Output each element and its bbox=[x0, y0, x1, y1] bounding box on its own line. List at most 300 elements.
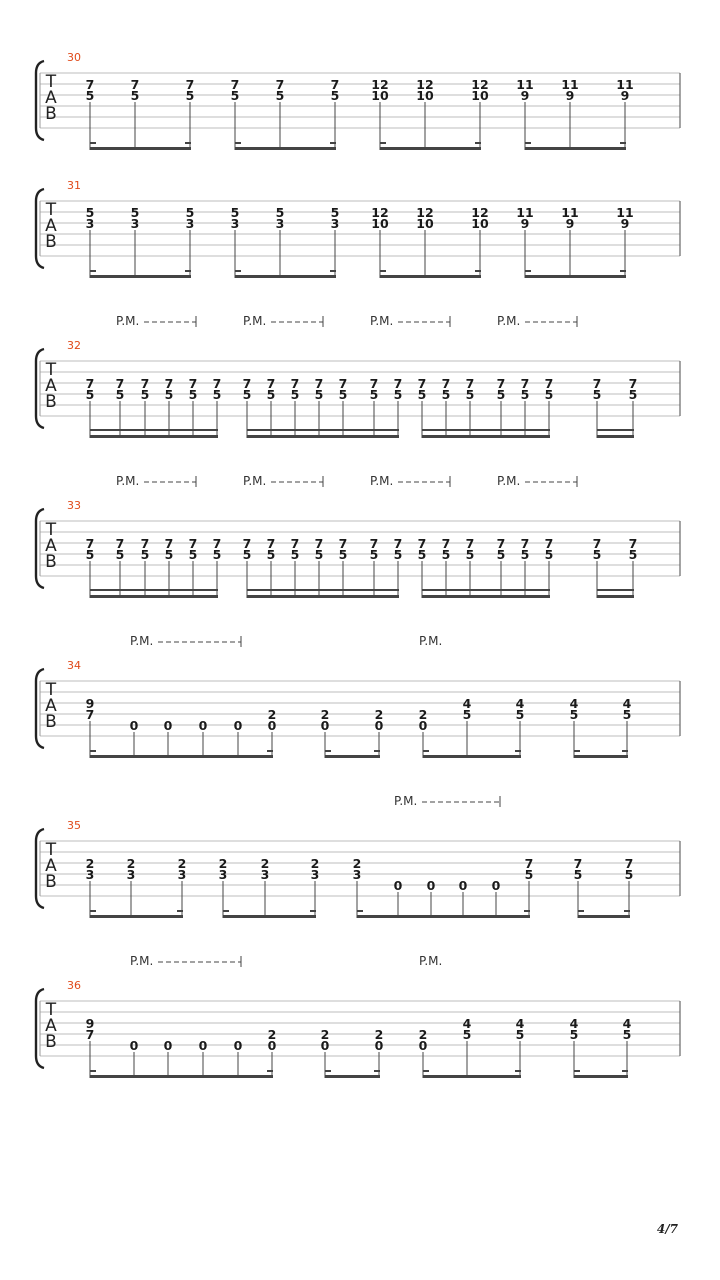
fret-number: 7 bbox=[85, 77, 95, 92]
beam-stub bbox=[267, 750, 273, 752]
fret-number: 0 bbox=[393, 878, 403, 893]
tab-clef-letter: T bbox=[45, 360, 57, 380]
beam bbox=[380, 147, 481, 150]
beam bbox=[574, 1075, 628, 1078]
fret-number: 7 bbox=[164, 376, 174, 391]
fret-number: 0 bbox=[320, 718, 330, 733]
fret-number: 7 bbox=[266, 536, 276, 551]
beam-stub bbox=[524, 910, 530, 912]
fret-number: 5 bbox=[330, 88, 340, 103]
fret-number: 9 bbox=[565, 88, 575, 103]
fret-number: 2 bbox=[352, 856, 362, 871]
fret-number: 0 bbox=[374, 1038, 384, 1053]
fret-number: 7 bbox=[624, 856, 634, 871]
fret-number: 5 bbox=[417, 387, 427, 402]
fret-number: 3 bbox=[310, 867, 320, 882]
fret-number: 7 bbox=[212, 376, 222, 391]
beam bbox=[90, 915, 183, 918]
fret-number: 10 bbox=[416, 216, 434, 231]
tab-clef-letter: A bbox=[45, 856, 57, 876]
fret-number: 5 bbox=[338, 387, 348, 402]
fret-number: 3 bbox=[130, 216, 140, 231]
fret-number: 5 bbox=[212, 547, 222, 562]
fret-number: 7 bbox=[441, 536, 451, 551]
fret-number: 3 bbox=[177, 867, 187, 882]
tab-clef-letter: B bbox=[45, 712, 57, 732]
fret-number: 0 bbox=[198, 1038, 208, 1053]
beam bbox=[223, 915, 316, 918]
beam-stub bbox=[90, 270, 96, 272]
fret-number: 12 bbox=[471, 205, 489, 220]
beam-stub bbox=[423, 1070, 429, 1072]
beam-stub bbox=[90, 910, 96, 912]
fret-number: 2 bbox=[267, 707, 277, 722]
fret-number: 5 bbox=[314, 547, 324, 562]
fret-number: 3 bbox=[126, 867, 136, 882]
fret-number: 0 bbox=[233, 1038, 243, 1053]
beam-stub bbox=[177, 910, 183, 912]
fret-number: 5 bbox=[140, 547, 150, 562]
fret-number: 5 bbox=[185, 205, 195, 220]
fret-number: 7 bbox=[592, 536, 602, 551]
fret-number: 5 bbox=[164, 547, 174, 562]
tab-clef-letter: B bbox=[45, 104, 57, 124]
fret-number: 5 bbox=[441, 387, 451, 402]
palm-mute-label: P.M. bbox=[243, 314, 267, 328]
fret-number: 5 bbox=[465, 547, 475, 562]
beam-stub bbox=[223, 910, 229, 912]
fret-number: 2 bbox=[418, 707, 428, 722]
tab-system-33 bbox=[36, 474, 680, 598]
measure-number: 32 bbox=[67, 339, 81, 352]
beam bbox=[90, 435, 218, 438]
fret-number: 5 bbox=[242, 387, 252, 402]
beam bbox=[525, 275, 626, 278]
fret-number: 2 bbox=[418, 1027, 428, 1042]
fret-number: 2 bbox=[320, 707, 330, 722]
fret-number: 0 bbox=[198, 718, 208, 733]
beam-stub bbox=[622, 750, 628, 752]
beam bbox=[325, 1075, 380, 1078]
fret-number: 7 bbox=[164, 536, 174, 551]
fret-number: 5 bbox=[188, 547, 198, 562]
fret-number: 5 bbox=[275, 88, 285, 103]
fret-number: 2 bbox=[260, 856, 270, 871]
beam-stub bbox=[475, 142, 481, 144]
fret-number: 0 bbox=[374, 718, 384, 733]
fret-number: 0 bbox=[129, 1038, 139, 1053]
fret-number: 0 bbox=[426, 878, 436, 893]
beam-stub bbox=[374, 1070, 380, 1072]
beam-stub bbox=[374, 750, 380, 752]
fret-number: 5 bbox=[393, 387, 403, 402]
tab-system-34 bbox=[36, 634, 680, 758]
fret-number: 4 bbox=[462, 1016, 472, 1031]
fret-number: 5 bbox=[393, 547, 403, 562]
fret-number: 10 bbox=[471, 216, 489, 231]
fret-number: 9 bbox=[520, 216, 530, 231]
fret-number: 2 bbox=[218, 856, 228, 871]
beam-stub bbox=[515, 1070, 521, 1072]
fret-number: 4 bbox=[515, 1016, 525, 1031]
fret-number: 5 bbox=[130, 205, 140, 220]
beam bbox=[380, 275, 481, 278]
fret-number: 11 bbox=[616, 205, 634, 220]
beam-secondary bbox=[422, 429, 550, 431]
fret-number: 3 bbox=[218, 867, 228, 882]
fret-number: 3 bbox=[85, 867, 95, 882]
fret-number: 7 bbox=[441, 376, 451, 391]
measure-number: 33 bbox=[67, 499, 81, 512]
beam bbox=[325, 755, 380, 758]
beam-secondary bbox=[90, 589, 218, 591]
tab-clef-letter: A bbox=[45, 216, 57, 236]
fret-number: 11 bbox=[516, 77, 534, 92]
fret-number: 3 bbox=[260, 867, 270, 882]
fret-number: 0 bbox=[458, 878, 468, 893]
fret-number: 10 bbox=[416, 88, 434, 103]
beam-stub bbox=[574, 1070, 580, 1072]
fret-number: 5 bbox=[140, 387, 150, 402]
fret-number: 2 bbox=[267, 1027, 277, 1042]
fret-number: 7 bbox=[314, 536, 324, 551]
fret-number: 5 bbox=[544, 387, 554, 402]
beam bbox=[357, 915, 530, 918]
tab-clef-letter: B bbox=[45, 232, 57, 252]
fret-number: 5 bbox=[515, 707, 525, 722]
palm-mute-label: P.M. bbox=[116, 474, 140, 488]
fret-number: 5 bbox=[369, 547, 379, 562]
fret-number: 5 bbox=[85, 205, 95, 220]
tab-system-35 bbox=[36, 794, 680, 918]
beam bbox=[578, 915, 630, 918]
tab-clef-letter: T bbox=[45, 200, 57, 220]
fret-number: 2 bbox=[85, 856, 95, 871]
fret-number: 3 bbox=[275, 216, 285, 231]
tab-system-31 bbox=[36, 179, 680, 278]
fret-number: 5 bbox=[462, 1027, 472, 1042]
fret-number: 7 bbox=[524, 856, 534, 871]
fret-number: 7 bbox=[275, 77, 285, 92]
beam-stub bbox=[620, 142, 626, 144]
fret-number: 0 bbox=[267, 1038, 277, 1053]
beam-stub bbox=[235, 142, 241, 144]
beam-secondary bbox=[422, 589, 550, 591]
tab-clef-letter: T bbox=[45, 680, 57, 700]
measure-number: 36 bbox=[67, 979, 81, 992]
tab-clef-letter: T bbox=[45, 520, 57, 540]
fret-number: 7 bbox=[115, 376, 125, 391]
page-number: 4/7 bbox=[656, 1222, 678, 1236]
fret-number: 7 bbox=[188, 376, 198, 391]
beam-stub bbox=[325, 750, 331, 752]
beam bbox=[422, 595, 550, 598]
beam bbox=[90, 595, 218, 598]
fret-number: 7 bbox=[140, 376, 150, 391]
fret-number: 4 bbox=[569, 696, 579, 711]
fret-number: 5 bbox=[230, 205, 240, 220]
fret-number: 5 bbox=[462, 707, 472, 722]
fret-number: 7 bbox=[496, 376, 506, 391]
fret-number: 5 bbox=[85, 88, 95, 103]
fret-number: 7 bbox=[592, 376, 602, 391]
fret-number: 5 bbox=[524, 867, 534, 882]
beam-stub bbox=[330, 142, 336, 144]
fret-number: 7 bbox=[520, 376, 530, 391]
fret-number: 3 bbox=[85, 216, 95, 231]
fret-number: 11 bbox=[561, 205, 579, 220]
fret-number: 7 bbox=[544, 376, 554, 391]
beam-secondary bbox=[247, 589, 399, 591]
fret-number: 3 bbox=[352, 867, 362, 882]
tab-clef-letter: B bbox=[45, 872, 57, 892]
fret-number: 7 bbox=[496, 536, 506, 551]
fret-number: 9 bbox=[85, 1016, 95, 1031]
fret-number: 7 bbox=[85, 1027, 95, 1042]
fret-number: 5 bbox=[275, 205, 285, 220]
beam bbox=[247, 435, 399, 438]
fret-number: 5 bbox=[569, 1027, 579, 1042]
fret-number: 5 bbox=[85, 547, 95, 562]
fret-number: 9 bbox=[85, 696, 95, 711]
beam-stub bbox=[380, 270, 386, 272]
fret-number: 11 bbox=[561, 77, 579, 92]
fret-number: 7 bbox=[417, 376, 427, 391]
fret-number: 5 bbox=[164, 387, 174, 402]
beam-stub bbox=[325, 1070, 331, 1072]
fret-number: 5 bbox=[185, 88, 195, 103]
tab-clef-letter: A bbox=[45, 88, 57, 108]
fret-number: 2 bbox=[126, 856, 136, 871]
fret-number: 5 bbox=[417, 547, 427, 562]
tab-clef-letter: B bbox=[45, 392, 57, 412]
fret-number: 5 bbox=[592, 547, 602, 562]
fret-number: 5 bbox=[266, 387, 276, 402]
fret-number: 7 bbox=[393, 376, 403, 391]
palm-mute-label: P.M. bbox=[370, 474, 394, 488]
fret-number: 0 bbox=[129, 718, 139, 733]
beam-stub bbox=[574, 750, 580, 752]
tab-system-30 bbox=[36, 51, 680, 150]
fret-number: 5 bbox=[230, 88, 240, 103]
beam bbox=[90, 275, 191, 278]
palm-mute-label: P.M. bbox=[497, 474, 521, 488]
fret-number: 7 bbox=[369, 376, 379, 391]
beam bbox=[422, 435, 550, 438]
tab-clef-letter: T bbox=[45, 840, 57, 860]
fret-number: 5 bbox=[628, 387, 638, 402]
fret-number: 0 bbox=[320, 1038, 330, 1053]
tab-clef-letter: T bbox=[45, 1000, 57, 1020]
fret-number: 5 bbox=[290, 387, 300, 402]
beam-stub bbox=[525, 270, 531, 272]
fret-number: 7 bbox=[338, 376, 348, 391]
beam bbox=[423, 1075, 521, 1078]
fret-number: 5 bbox=[592, 387, 602, 402]
fret-number: 11 bbox=[516, 205, 534, 220]
beam-stub bbox=[423, 750, 429, 752]
beam-stub bbox=[475, 270, 481, 272]
beam-secondary bbox=[90, 429, 218, 431]
fret-number: 5 bbox=[212, 387, 222, 402]
beam bbox=[235, 147, 336, 150]
palm-mute-label: P.M. bbox=[370, 314, 394, 328]
beam bbox=[235, 275, 336, 278]
fret-number: 5 bbox=[330, 205, 340, 220]
tab-clef-letter: A bbox=[45, 696, 57, 716]
fret-number: 7 bbox=[417, 536, 427, 551]
fret-number: 2 bbox=[320, 1027, 330, 1042]
measure-number: 31 bbox=[67, 179, 81, 192]
fret-number: 5 bbox=[496, 387, 506, 402]
measure-number: 34 bbox=[67, 659, 81, 672]
beam-stub bbox=[578, 910, 584, 912]
fret-number: 5 bbox=[515, 1027, 525, 1042]
tab-system-32 bbox=[36, 314, 680, 438]
beam bbox=[597, 595, 634, 598]
tab-clef-letter: B bbox=[45, 552, 57, 572]
fret-number: 0 bbox=[233, 718, 243, 733]
fret-number: 7 bbox=[212, 536, 222, 551]
fret-number: 7 bbox=[230, 77, 240, 92]
palm-mute-label: P.M. bbox=[130, 634, 154, 648]
fret-number: 5 bbox=[266, 547, 276, 562]
fret-number: 7 bbox=[266, 376, 276, 391]
fret-number: 7 bbox=[338, 536, 348, 551]
tab-clef-letter: A bbox=[45, 1016, 57, 1036]
fret-number: 5 bbox=[115, 387, 125, 402]
fret-number: 4 bbox=[515, 696, 525, 711]
palm-mute-label: P.M. bbox=[116, 314, 140, 328]
palm-mute-label: P.M. bbox=[394, 794, 418, 808]
fret-number: 5 bbox=[628, 547, 638, 562]
fret-number: 0 bbox=[491, 878, 501, 893]
fret-number: 11 bbox=[616, 77, 634, 92]
fret-number: 7 bbox=[115, 536, 125, 551]
beam bbox=[423, 755, 521, 758]
beam-stub bbox=[185, 142, 191, 144]
fret-number: 7 bbox=[85, 536, 95, 551]
palm-mute-label: P.M. bbox=[419, 634, 443, 648]
palm-mute-label: P.M. bbox=[130, 954, 154, 968]
fret-number: 2 bbox=[177, 856, 187, 871]
fret-number: 7 bbox=[242, 376, 252, 391]
fret-number: 12 bbox=[371, 77, 389, 92]
fret-number: 5 bbox=[441, 547, 451, 562]
beam-secondary bbox=[247, 429, 399, 431]
fret-number: 7 bbox=[628, 376, 638, 391]
fret-number: 7 bbox=[290, 536, 300, 551]
fret-number: 7 bbox=[330, 77, 340, 92]
fret-number: 5 bbox=[622, 707, 632, 722]
beam-stub bbox=[357, 910, 363, 912]
beam-stub bbox=[624, 910, 630, 912]
fret-number: 0 bbox=[418, 1038, 428, 1053]
tab-clef-letter: A bbox=[45, 536, 57, 556]
beam-stub bbox=[310, 910, 316, 912]
fret-number: 7 bbox=[393, 536, 403, 551]
fret-number: 4 bbox=[569, 1016, 579, 1031]
fret-number: 12 bbox=[416, 77, 434, 92]
fret-number: 7 bbox=[573, 856, 583, 871]
fret-number: 0 bbox=[163, 1038, 173, 1053]
tab-clef-letter: A bbox=[45, 376, 57, 396]
beam bbox=[247, 595, 399, 598]
measure-number: 30 bbox=[67, 51, 81, 64]
fret-number: 7 bbox=[242, 536, 252, 551]
fret-number: 0 bbox=[267, 718, 277, 733]
fret-number: 7 bbox=[85, 376, 95, 391]
palm-mute-label: P.M. bbox=[419, 954, 443, 968]
beam-stub bbox=[620, 270, 626, 272]
fret-number: 9 bbox=[565, 216, 575, 231]
beam-stub bbox=[515, 750, 521, 752]
fret-number: 5 bbox=[290, 547, 300, 562]
palm-mute-label: P.M. bbox=[497, 314, 521, 328]
fret-number: 3 bbox=[185, 216, 195, 231]
beam-stub bbox=[525, 142, 531, 144]
fret-number: 7 bbox=[85, 707, 95, 722]
fret-number: 5 bbox=[130, 88, 140, 103]
fret-number: 12 bbox=[416, 205, 434, 220]
fret-number: 3 bbox=[330, 216, 340, 231]
fret-number: 4 bbox=[462, 696, 472, 711]
fret-number: 2 bbox=[310, 856, 320, 871]
fret-number: 0 bbox=[418, 718, 428, 733]
fret-number: 10 bbox=[371, 88, 389, 103]
tab-clef-letter: B bbox=[45, 1032, 57, 1052]
beam-stub bbox=[90, 142, 96, 144]
beam bbox=[597, 435, 634, 438]
fret-number: 5 bbox=[85, 387, 95, 402]
fret-number: 7 bbox=[314, 376, 324, 391]
fret-number: 7 bbox=[520, 536, 530, 551]
fret-number: 7 bbox=[465, 376, 475, 391]
fret-number: 5 bbox=[338, 547, 348, 562]
beam bbox=[525, 147, 626, 150]
fret-number: 12 bbox=[371, 205, 389, 220]
fret-number: 12 bbox=[471, 77, 489, 92]
fret-number: 5 bbox=[569, 707, 579, 722]
fret-number: 5 bbox=[242, 547, 252, 562]
beam bbox=[574, 755, 628, 758]
fret-number: 5 bbox=[622, 1027, 632, 1042]
beam bbox=[90, 1075, 273, 1078]
beam bbox=[90, 147, 191, 150]
measure-number: 35 bbox=[67, 819, 81, 832]
fret-number: 5 bbox=[544, 547, 554, 562]
fret-number: 7 bbox=[130, 77, 140, 92]
fret-number: 0 bbox=[163, 718, 173, 733]
fret-number: 4 bbox=[622, 696, 632, 711]
beam-secondary bbox=[597, 429, 634, 431]
beam-stub bbox=[622, 1070, 628, 1072]
fret-number: 2 bbox=[374, 1027, 384, 1042]
fret-number: 7 bbox=[544, 536, 554, 551]
fret-number: 10 bbox=[371, 216, 389, 231]
beam bbox=[90, 755, 273, 758]
fret-number: 2 bbox=[374, 707, 384, 722]
fret-number: 7 bbox=[628, 536, 638, 551]
beam-stub bbox=[90, 1070, 96, 1072]
fret-number: 5 bbox=[520, 547, 530, 562]
palm-mute-label: P.M. bbox=[243, 474, 267, 488]
tab-clef-letter: T bbox=[45, 72, 57, 92]
fret-number: 7 bbox=[290, 376, 300, 391]
fret-number: 5 bbox=[369, 387, 379, 402]
fret-number: 5 bbox=[520, 387, 530, 402]
fret-number: 7 bbox=[188, 536, 198, 551]
